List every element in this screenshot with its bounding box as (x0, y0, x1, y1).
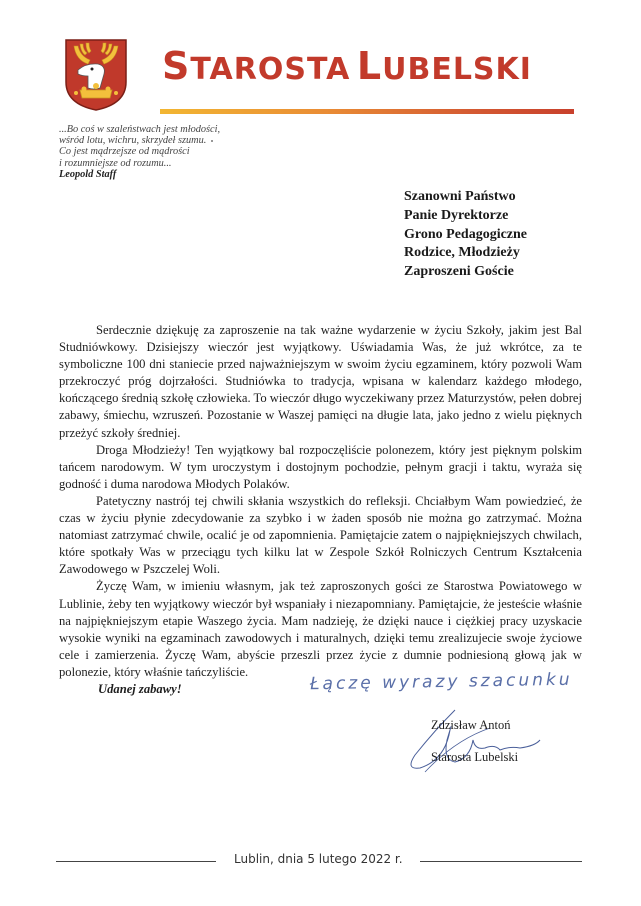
letter-paragraph: Patetyczny nastrój tej chwili skłania wszystkich do refleksji. Chciałbym Wam powiedzieć, że czas w życiu płynie zdecydowanie za szybko i w żaden sposób nie można go zatrzymać. Można natomiast zatrzymać chwile, ocalić je od zapomnienia. Pamiętajcie zatem o najpiękniejszych chwilach, które spotkały Was w przeciągu tych kilku lat w Zespole Szkół Rolniczych Centrum Kształcenia Zawodowego w Pszczelej Woli. (59, 493, 582, 577)
header-title (162, 44, 532, 88)
signer-name: Zdzisław Antoń (431, 718, 511, 732)
letter-body (59, 322, 582, 698)
letter-paragraph: Życzę Wam, w imieniu własnym, jak też zaproszonych gości ze Starostwa Powiatowego w Lublinie, żeby ten wyjątkowy wieczór był wspaniały i niezapomniany. Pamiętajcie, że jesteście właśnie na najpiękniejszym etapie Waszego życia. Mam nadzieję, że dzięki nauce i ciężkiej pracy uzyskacie wysokie wyniki na egzaminach zawodowych i maturalnych, dzięki temu zrealizujecie swoje życiowe cele i zamierzenia. Życzę Wam, abyście przeszli przez życie z dumnie podniesioną głową jak w polonezie, który właśnie tańczyliście. (59, 579, 582, 679)
decorative-dot (211, 140, 213, 142)
motto-line: i rozumniejsze od rozumu... (59, 157, 172, 169)
letter-paragraph: Droga Młodzieży! Ten wyjątkowy bal rozpoczęliście polonezem, który jest pięknym polskim tańcem narodowym. W tym uroczystym i dostojnym pochodzie, pełnym gracji i taktu, wyraża się godność i duma narodowa Młodych Polaków. (59, 442, 582, 491)
motto-line: wśród lotu, wichru, skrzydeł szumu. (59, 135, 207, 147)
addressees-block (404, 188, 527, 282)
handwritten-regards: Łączę wyrazy szacunku (309, 669, 573, 695)
addressee-line: Panie Dyrektorze (404, 207, 509, 223)
addressee-line: Rodzice, Młodzieży (404, 245, 520, 261)
addressee-line: Grono Pedagogiczne (404, 226, 528, 242)
signer-title: Starosta Lubelski (431, 750, 519, 764)
motto-quote (59, 124, 220, 180)
addressee-line: Szanowni Państwo (404, 189, 516, 204)
signature-icon (395, 700, 545, 780)
footer-divider-right (420, 861, 582, 862)
motto-line: ...Bo coś w szaleństwach jest młodości, (59, 124, 221, 135)
header-gradient-bar (160, 109, 574, 114)
letter-paragraph: Serdecznie dziękuję za zaproszenie na tak ważne wydarzenie w życiu Szkoły, jakim jest Bal Studniówkowy. Dzisiejszy wieczór jest wyjątkowy. Uświadamia Was, że już wkrótce, za te symboliczne 100 dni staniecie przed najważniejszym w swoim życiu egzaminem, który pozwoli Wam przekroczyć próg dojrzałości. Studniówka to tradycja, wpisana w kalendarz każdego młodego, kończącego średnią szkołę człowieka. To wieczór długo wyczekiwany przez Maturzystów, pełen dobrej zabawy, śmiechu, wzruszeń. Pozostanie w Waszej pamięci na długie lata, jako jedno z wielu pięknych przeżyć szkoły średniej. (59, 323, 582, 440)
closing-wish: Udanej zabawy! (98, 681, 182, 696)
addressee-line: Zaproszeni Goście (404, 264, 514, 280)
motto-author: Leopold Staff (59, 168, 117, 180)
header-title-word-2: LUBELSKI (356, 44, 532, 88)
footer-divider-left (56, 861, 216, 862)
motto-line: Co jest mądrzejsze od mądrości (59, 146, 190, 158)
header-title-word-1: STAROSTA (162, 44, 351, 88)
coat-of-arms-icon (64, 38, 128, 112)
footer-place-date: Lublin, dnia 5 lutego 2022 r. (234, 852, 403, 866)
